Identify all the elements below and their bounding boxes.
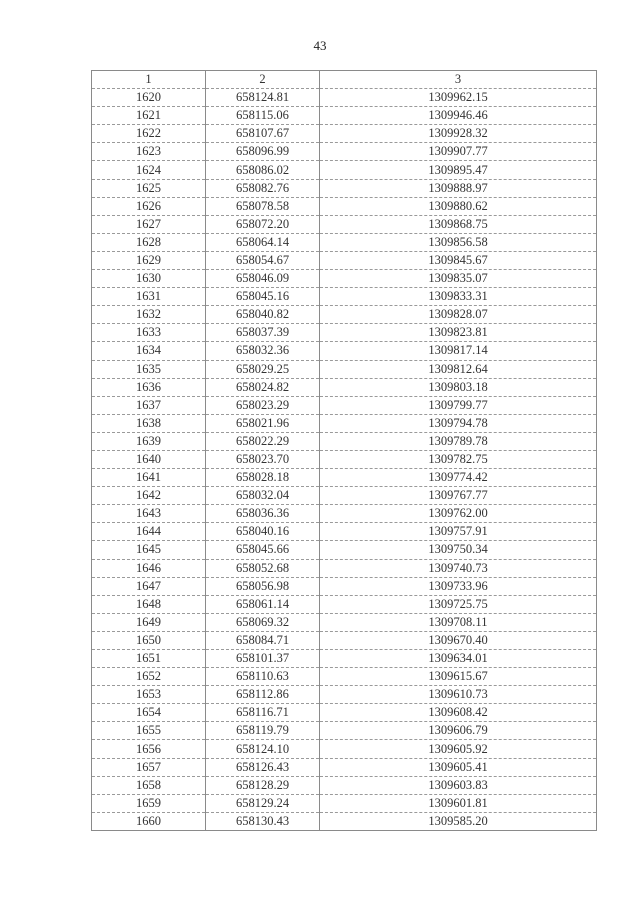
x-coordinate-cell: 658029.25 [206, 360, 320, 378]
y-coordinate-cell: 1309608.42 [320, 704, 597, 722]
y-coordinate-cell: 1309708.11 [320, 613, 597, 631]
table-row [92, 360, 597, 378]
point-number-cell: 1650 [92, 631, 206, 649]
x-coordinate-cell: 658072.20 [206, 215, 320, 233]
x-coordinate-cell: 658023.29 [206, 396, 320, 414]
table-row [92, 414, 597, 432]
y-coordinate-cell: 1309670.40 [320, 631, 597, 649]
point-number-cell: 1660 [92, 812, 206, 830]
y-coordinate-cell: 1309750.34 [320, 541, 597, 559]
x-coordinate-cell: 658052.68 [206, 559, 320, 577]
point-number-cell: 1651 [92, 650, 206, 668]
point-number-cell: 1644 [92, 523, 206, 541]
table-row [92, 306, 597, 324]
point-number-cell: 1627 [92, 215, 206, 233]
table-row [92, 89, 597, 107]
table-row [92, 487, 597, 505]
header-cell-1: 1 [92, 71, 206, 89]
point-number-cell: 1657 [92, 758, 206, 776]
y-coordinate-cell: 1309794.78 [320, 414, 597, 432]
point-number-cell: 1641 [92, 469, 206, 487]
x-coordinate-cell: 658086.02 [206, 161, 320, 179]
y-coordinate-cell: 1309812.64 [320, 360, 597, 378]
x-coordinate-cell: 658023.70 [206, 450, 320, 468]
x-coordinate-cell: 658078.58 [206, 197, 320, 215]
x-coordinate-cell: 658124.10 [206, 740, 320, 758]
x-coordinate-cell: 658116.71 [206, 704, 320, 722]
table-row [92, 342, 597, 360]
y-coordinate-cell: 1309767.77 [320, 487, 597, 505]
x-coordinate-cell: 658115.06 [206, 107, 320, 125]
table-row [92, 125, 597, 143]
point-number-cell: 1649 [92, 613, 206, 631]
point-number-cell: 1637 [92, 396, 206, 414]
point-number-cell: 1622 [92, 125, 206, 143]
y-coordinate-cell: 1309725.75 [320, 595, 597, 613]
point-number-cell: 1629 [92, 251, 206, 269]
header-cell-2: 2 [206, 71, 320, 89]
x-coordinate-cell: 658107.67 [206, 125, 320, 143]
point-number-cell: 1621 [92, 107, 206, 125]
y-coordinate-cell: 1309585.20 [320, 812, 597, 830]
x-coordinate-cell: 658040.82 [206, 306, 320, 324]
table-row [92, 215, 597, 233]
y-coordinate-cell: 1309833.31 [320, 288, 597, 306]
table-row [92, 288, 597, 306]
point-number-cell: 1656 [92, 740, 206, 758]
x-coordinate-cell: 658045.16 [206, 288, 320, 306]
point-number-cell: 1625 [92, 179, 206, 197]
x-coordinate-cell: 658032.04 [206, 487, 320, 505]
table-body [92, 89, 597, 831]
x-coordinate-cell: 658130.43 [206, 812, 320, 830]
point-number-cell: 1624 [92, 161, 206, 179]
table-row [92, 794, 597, 812]
y-coordinate-cell: 1309888.97 [320, 179, 597, 197]
y-coordinate-cell: 1309601.81 [320, 794, 597, 812]
point-number-cell: 1632 [92, 306, 206, 324]
x-coordinate-cell: 658112.86 [206, 686, 320, 704]
table-row [92, 523, 597, 541]
point-number-cell: 1623 [92, 143, 206, 161]
point-number-cell: 1638 [92, 414, 206, 432]
table-row [92, 704, 597, 722]
table-row [92, 577, 597, 595]
y-coordinate-cell: 1309823.81 [320, 324, 597, 342]
x-coordinate-cell: 658022.29 [206, 432, 320, 450]
y-coordinate-cell: 1309606.79 [320, 722, 597, 740]
table-row [92, 613, 597, 631]
y-coordinate-cell: 1309799.77 [320, 396, 597, 414]
point-number-cell: 1655 [92, 722, 206, 740]
x-coordinate-cell: 658056.98 [206, 577, 320, 595]
x-coordinate-cell: 658054.67 [206, 251, 320, 269]
x-coordinate-cell: 658040.16 [206, 523, 320, 541]
y-coordinate-cell: 1309610.73 [320, 686, 597, 704]
table-row [92, 505, 597, 523]
point-number-cell: 1628 [92, 233, 206, 251]
x-coordinate-cell: 658110.63 [206, 668, 320, 686]
point-number-cell: 1654 [92, 704, 206, 722]
table-row [92, 179, 597, 197]
y-coordinate-cell: 1309946.46 [320, 107, 597, 125]
table-row [92, 396, 597, 414]
point-number-cell: 1658 [92, 776, 206, 794]
point-number-cell: 1653 [92, 686, 206, 704]
y-coordinate-cell: 1309880.62 [320, 197, 597, 215]
page-number: 43 [313, 38, 327, 53]
point-number-cell: 1652 [92, 668, 206, 686]
table-row [92, 758, 597, 776]
y-coordinate-cell: 1309605.92 [320, 740, 597, 758]
y-coordinate-cell: 1309762.00 [320, 505, 597, 523]
x-coordinate-cell: 658037.39 [206, 324, 320, 342]
header-cell-3: 3 [320, 71, 597, 89]
x-coordinate-cell: 658064.14 [206, 233, 320, 251]
table-row [92, 378, 597, 396]
x-coordinate-cell: 658129.24 [206, 794, 320, 812]
table-row [92, 740, 597, 758]
x-coordinate-cell: 658082.76 [206, 179, 320, 197]
table-row [92, 270, 597, 288]
y-coordinate-cell: 1309782.75 [320, 450, 597, 468]
point-number-cell: 1626 [92, 197, 206, 215]
table-row [92, 812, 597, 830]
point-number-cell: 1633 [92, 324, 206, 342]
table-row [92, 143, 597, 161]
table-row [92, 559, 597, 577]
table-row [92, 161, 597, 179]
y-coordinate-cell: 1309634.01 [320, 650, 597, 668]
x-coordinate-cell: 658069.32 [206, 613, 320, 631]
point-number-cell: 1643 [92, 505, 206, 523]
x-coordinate-cell: 658126.43 [206, 758, 320, 776]
point-number-cell: 1635 [92, 360, 206, 378]
table-row [92, 668, 597, 686]
table-row [92, 595, 597, 613]
y-coordinate-cell: 1309757.91 [320, 523, 597, 541]
table-row [92, 197, 597, 215]
x-coordinate-cell: 658084.71 [206, 631, 320, 649]
table-row [92, 107, 597, 125]
x-coordinate-cell: 658128.29 [206, 776, 320, 794]
y-coordinate-cell: 1309856.58 [320, 233, 597, 251]
x-coordinate-cell: 658045.66 [206, 541, 320, 559]
table-row [92, 251, 597, 269]
point-number-cell: 1636 [92, 378, 206, 396]
y-coordinate-cell: 1309817.14 [320, 342, 597, 360]
header-row [92, 71, 597, 89]
x-coordinate-cell: 658024.82 [206, 378, 320, 396]
point-number-cell: 1645 [92, 541, 206, 559]
y-coordinate-cell: 1309962.15 [320, 89, 597, 107]
y-coordinate-cell: 1309603.83 [320, 776, 597, 794]
point-number-cell: 1640 [92, 450, 206, 468]
table-row [92, 541, 597, 559]
coordinates-table [91, 70, 597, 831]
y-coordinate-cell: 1309740.73 [320, 559, 597, 577]
y-coordinate-cell: 1309835.07 [320, 270, 597, 288]
x-coordinate-cell: 658061.14 [206, 595, 320, 613]
y-coordinate-cell: 1309907.77 [320, 143, 597, 161]
y-coordinate-cell: 1309803.18 [320, 378, 597, 396]
y-coordinate-cell: 1309895.47 [320, 161, 597, 179]
table-row [92, 776, 597, 794]
point-number-cell: 1642 [92, 487, 206, 505]
x-coordinate-cell: 658036.36 [206, 505, 320, 523]
y-coordinate-cell: 1309615.67 [320, 668, 597, 686]
point-number-cell: 1659 [92, 794, 206, 812]
x-coordinate-cell: 658101.37 [206, 650, 320, 668]
table-row [92, 722, 597, 740]
table-row [92, 469, 597, 487]
table-row [92, 233, 597, 251]
table-row [92, 324, 597, 342]
y-coordinate-cell: 1309733.96 [320, 577, 597, 595]
point-number-cell: 1639 [92, 432, 206, 450]
point-number-cell: 1648 [92, 595, 206, 613]
y-coordinate-cell: 1309868.75 [320, 215, 597, 233]
x-coordinate-cell: 658028.18 [206, 469, 320, 487]
y-coordinate-cell: 1309828.07 [320, 306, 597, 324]
table-header [92, 71, 597, 89]
x-coordinate-cell: 658124.81 [206, 89, 320, 107]
table-row [92, 432, 597, 450]
x-coordinate-cell: 658021.96 [206, 414, 320, 432]
table-row [92, 686, 597, 704]
x-coordinate-cell: 658119.79 [206, 722, 320, 740]
point-number-cell: 1647 [92, 577, 206, 595]
point-number-cell: 1631 [92, 288, 206, 306]
y-coordinate-cell: 1309845.67 [320, 251, 597, 269]
table-row [92, 650, 597, 668]
table-row [92, 450, 597, 468]
point-number-cell: 1646 [92, 559, 206, 577]
y-coordinate-cell: 1309928.32 [320, 125, 597, 143]
x-coordinate-cell: 658032.36 [206, 342, 320, 360]
point-number-cell: 1630 [92, 270, 206, 288]
y-coordinate-cell: 1309605.41 [320, 758, 597, 776]
table-row [92, 631, 597, 649]
x-coordinate-cell: 658096.99 [206, 143, 320, 161]
y-coordinate-cell: 1309789.78 [320, 432, 597, 450]
point-number-cell: 1620 [92, 89, 206, 107]
point-number-cell: 1634 [92, 342, 206, 360]
x-coordinate-cell: 658046.09 [206, 270, 320, 288]
y-coordinate-cell: 1309774.42 [320, 469, 597, 487]
